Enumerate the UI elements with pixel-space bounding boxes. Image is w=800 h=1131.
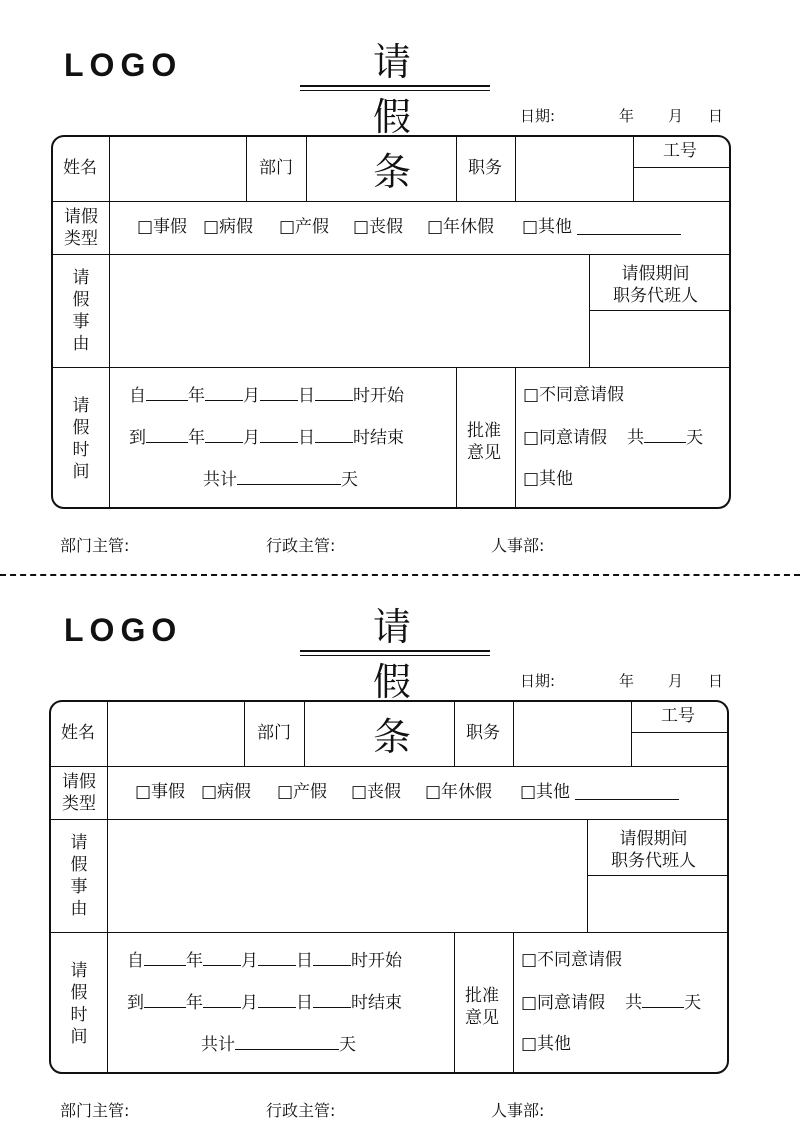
time-label: 请 假 时 间: [72, 396, 90, 482]
admin-head-signature: 行政主管:: [266, 536, 336, 555]
approval-agree-label[interactable]: □同意请假: [523, 428, 608, 448]
col-divider: [109, 137, 110, 509]
date-year: 年: [619, 107, 635, 125]
title-underline: [300, 90, 490, 91]
from-hour-blank[interactable]: [313, 952, 351, 966]
col-divider: [515, 367, 516, 509]
leave-type-personal[interactable]: □事假: [135, 782, 186, 802]
to-suffix: 时结束: [353, 428, 404, 448]
from-month-unit: 月: [241, 951, 258, 971]
row-divider: [51, 766, 727, 767]
col-divider: [246, 137, 247, 201]
approval-label: 批准 意见: [467, 421, 501, 463]
time-from: [127, 952, 402, 970]
leave-form-top: [0, 25, 800, 555]
from-day-blank[interactable]: [260, 387, 298, 401]
from-year-unit: 年: [186, 951, 203, 971]
from-month-blank[interactable]: [203, 952, 241, 966]
to-day-unit: 日: [296, 993, 313, 1013]
total-suffix: 天: [339, 1035, 356, 1055]
leave-type-annual[interactable]: □年休假: [425, 782, 493, 802]
to-year-blank[interactable]: [144, 994, 186, 1008]
approval-disagree[interactable]: □不同意请假: [523, 385, 625, 405]
to-month-unit: 月: [243, 428, 260, 448]
row-divider: [51, 819, 727, 820]
row-divider: [51, 932, 727, 933]
department-label: 部门: [257, 723, 291, 743]
col-divider: [631, 702, 632, 766]
col-divider: [456, 137, 457, 201]
approval-label: 批准 意见: [465, 986, 499, 1028]
cell-divider: [589, 310, 729, 311]
from-year-unit: 年: [188, 386, 205, 406]
form-table: [51, 135, 731, 509]
form-title: 请 假 条: [372, 605, 441, 759]
time-from-prefix: 自: [129, 386, 146, 406]
leave-type-label: 请假 类型: [62, 772, 96, 814]
to-suffix: 时结束: [351, 993, 402, 1013]
to-hour-blank[interactable]: [315, 429, 353, 443]
from-year-blank[interactable]: [146, 387, 188, 401]
approval-total-suffix: 天: [686, 428, 704, 448]
time-to-prefix: 到: [129, 428, 146, 448]
row-divider: [53, 367, 729, 368]
time-from-prefix: 自: [127, 951, 144, 971]
from-day-blank[interactable]: [258, 952, 296, 966]
to-day-unit: 日: [298, 428, 315, 448]
form-table: [49, 700, 729, 1074]
substitute-label: 请假期间 职务代班人: [613, 264, 698, 306]
logo: LOGO: [64, 612, 183, 648]
cell-divider: [631, 732, 727, 733]
leave-type-personal[interactable]: □事假: [137, 217, 188, 237]
row-divider: [53, 201, 729, 202]
total-prefix: 共计: [203, 470, 237, 490]
col-divider: [107, 702, 108, 1074]
to-day-blank[interactable]: [260, 429, 298, 443]
date-day: 日: [708, 107, 724, 125]
col-divider: [589, 254, 590, 367]
date-day: 日: [708, 672, 724, 690]
to-year-unit: 年: [186, 993, 203, 1013]
employee-id-label: 工号: [661, 706, 695, 726]
col-divider: [633, 137, 634, 201]
approval-total-prefix: 共: [625, 993, 643, 1013]
leave-type-bereavement[interactable]: □丧假: [353, 217, 404, 237]
leave-type-maternity[interactable]: □产假: [279, 217, 330, 237]
approval-other[interactable]: □其他: [523, 469, 574, 489]
leave-type-other[interactable]: □其他: [522, 217, 573, 237]
hr-signature: 人事部:: [491, 536, 545, 555]
time-label: 请 假 时 间: [70, 961, 88, 1047]
name-label: 姓名: [61, 723, 95, 743]
cell-divider: [587, 875, 727, 876]
time-from: [129, 387, 404, 405]
total-days: [201, 1036, 356, 1054]
leave-type-bereavement[interactable]: □丧假: [351, 782, 402, 802]
to-year-blank[interactable]: [146, 429, 188, 443]
col-divider: [513, 702, 514, 766]
col-divider: [454, 932, 455, 1074]
col-divider: [304, 702, 305, 766]
col-divider: [456, 367, 457, 509]
col-divider: [513, 932, 514, 1074]
cut-line: [0, 574, 800, 576]
position-label: 职务: [468, 158, 502, 178]
approval-days-blank[interactable]: [644, 429, 686, 443]
reason-label: 请 假 事 由: [72, 268, 90, 354]
total-suffix: 天: [341, 470, 358, 490]
col-divider: [454, 702, 455, 766]
col-divider: [515, 137, 516, 201]
leave-type-maternity[interactable]: □产假: [277, 782, 328, 802]
total-blank[interactable]: [237, 471, 341, 485]
substitute-label: 请假期间 职务代班人: [611, 829, 696, 871]
approval-agree: [521, 994, 701, 1012]
name-label: 姓名: [63, 158, 97, 178]
time-to: [127, 994, 402, 1012]
time-to-prefix: 到: [127, 993, 144, 1013]
from-suffix: 时开始: [353, 386, 404, 406]
col-divider: [306, 137, 307, 201]
date-month: 月: [668, 107, 684, 125]
total-blank[interactable]: [235, 1036, 339, 1050]
approval-days-blank[interactable]: [642, 994, 684, 1008]
to-year-unit: 年: [188, 428, 205, 448]
from-month-blank[interactable]: [205, 387, 243, 401]
to-month-blank[interactable]: [203, 994, 241, 1008]
department-label: 部门: [259, 158, 293, 178]
hr-signature: 人事部:: [491, 1101, 545, 1120]
to-day-blank[interactable]: [258, 994, 296, 1008]
from-day-unit: 日: [298, 386, 315, 406]
form-title: 请 假 条: [372, 40, 441, 194]
from-year-blank[interactable]: [144, 952, 186, 966]
date-month: 月: [668, 672, 684, 690]
approval-disagree[interactable]: □不同意请假: [521, 950, 623, 970]
logo: LOGO: [64, 47, 183, 83]
dept-head-signature: 部门主管:: [60, 536, 130, 555]
title-underline: [300, 655, 490, 656]
approval-other[interactable]: □其他: [521, 1034, 572, 1054]
leave-type-annual[interactable]: □年休假: [427, 217, 495, 237]
leave-type-sick[interactable]: □病假: [201, 782, 252, 802]
approval-agree: [523, 429, 703, 447]
admin-head-signature: 行政主管:: [266, 1101, 336, 1120]
approval-agree-label[interactable]: □同意请假: [521, 993, 606, 1013]
to-hour-blank[interactable]: [313, 994, 351, 1008]
date-year: 年: [619, 672, 635, 690]
leave-type-sick[interactable]: □病假: [203, 217, 254, 237]
leave-type-other[interactable]: □其他: [520, 782, 571, 802]
row-divider: [53, 254, 729, 255]
dept-head-signature: 部门主管:: [60, 1101, 130, 1120]
title-underline: [300, 85, 490, 87]
col-divider: [244, 702, 245, 766]
position-label: 职务: [466, 723, 500, 743]
from-day-unit: 日: [296, 951, 313, 971]
from-suffix: 时开始: [351, 951, 402, 971]
title-underline: [300, 650, 490, 652]
employee-id-label: 工号: [663, 141, 697, 161]
approval-total-prefix: 共: [627, 428, 645, 448]
to-month-unit: 月: [241, 993, 258, 1013]
total-prefix: 共计: [201, 1035, 235, 1055]
leave-form-bottom: [0, 590, 800, 1120]
date-label: 日期:: [520, 107, 556, 125]
date-label: 日期:: [520, 672, 556, 690]
from-month-unit: 月: [243, 386, 260, 406]
total-days: [203, 471, 358, 489]
other-blank[interactable]: [577, 221, 681, 235]
to-month-blank[interactable]: [205, 429, 243, 443]
reason-label: 请 假 事 由: [70, 833, 88, 919]
cell-divider: [633, 167, 729, 168]
col-divider: [587, 819, 588, 932]
from-hour-blank[interactable]: [315, 387, 353, 401]
other-blank[interactable]: [575, 786, 679, 800]
approval-total-suffix: 天: [684, 993, 702, 1013]
leave-type-label: 请假 类型: [64, 207, 98, 249]
time-to: [129, 429, 404, 447]
